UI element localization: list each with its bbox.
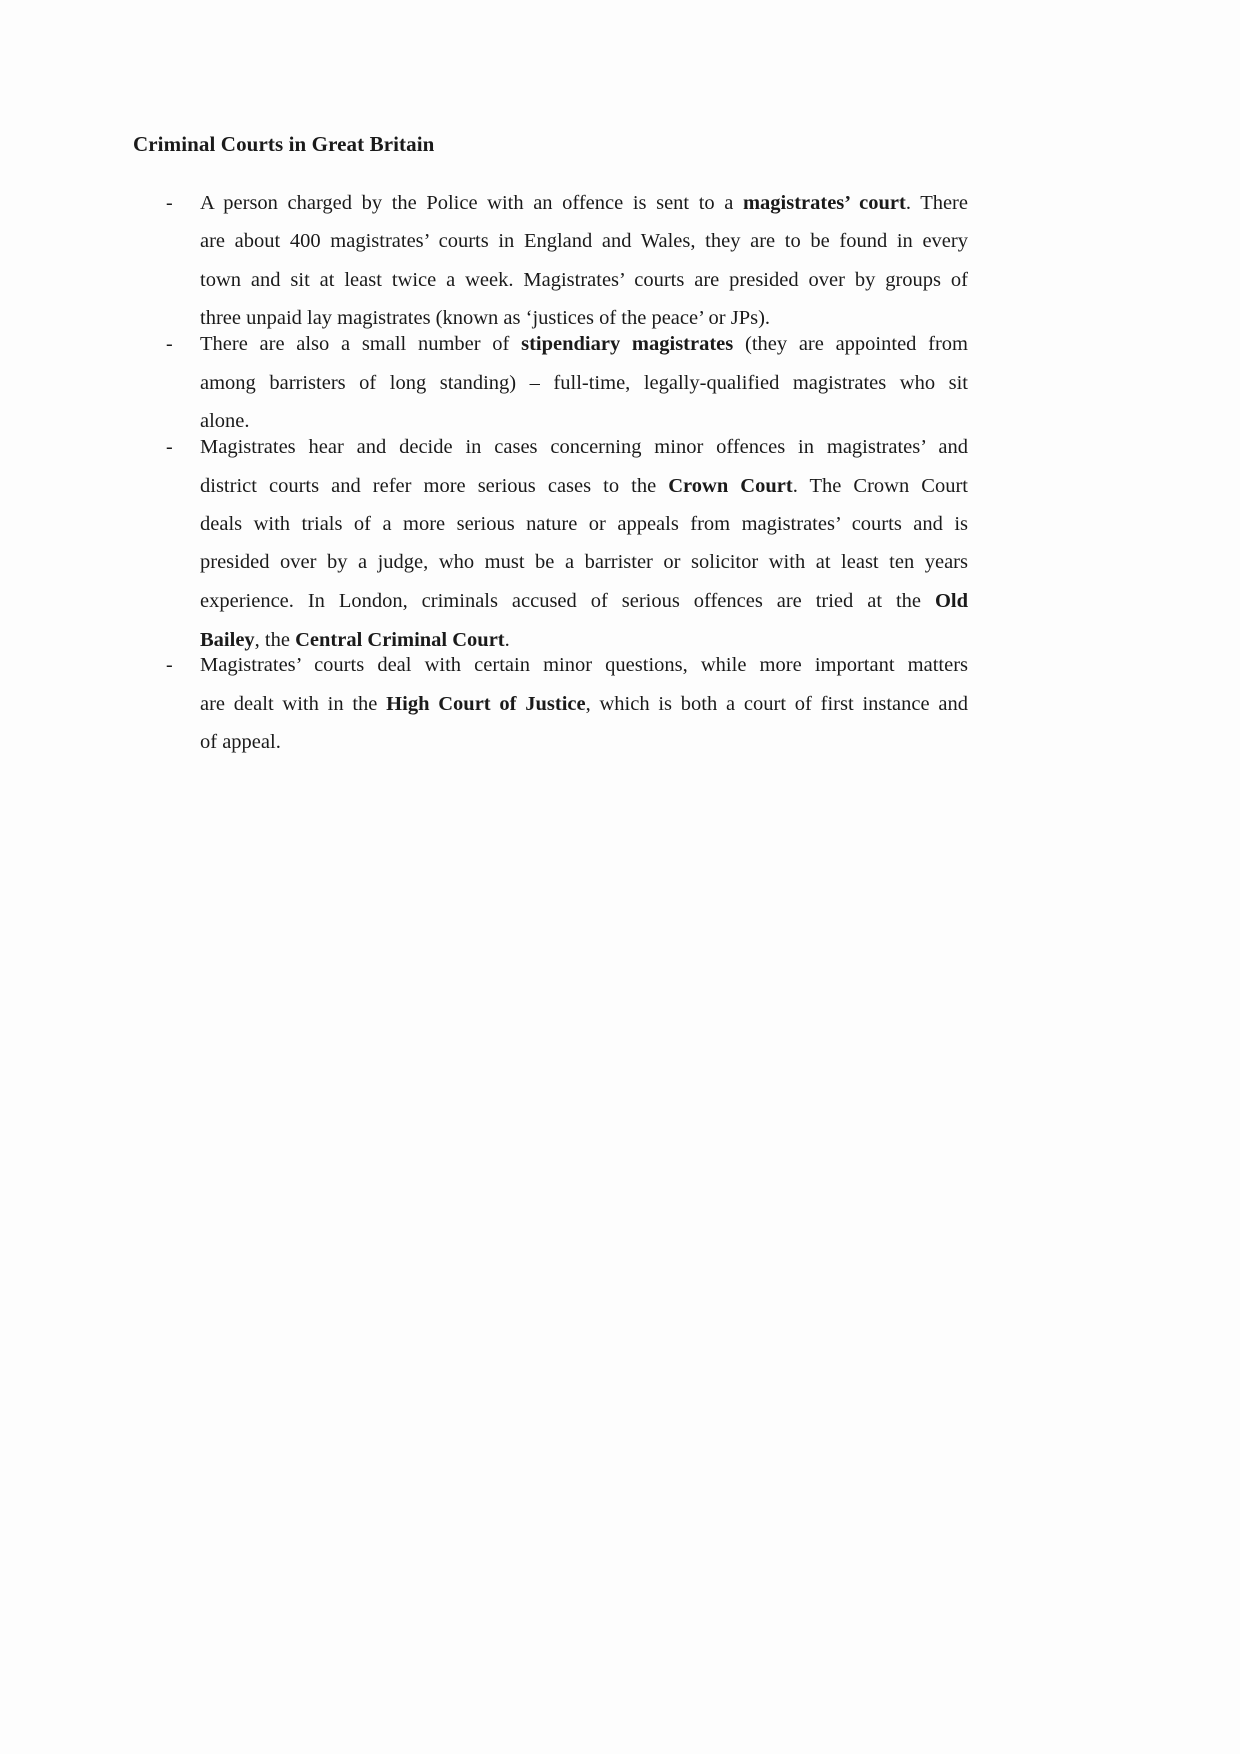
text-run: deals with trials of a more serious nature or appeals from magistrates’ courts and is <box>200 513 968 535</box>
text-run: . <box>504 629 510 651</box>
text-run: presided over by a judge, who must be a barrister or solicitor with at least ten years <box>200 551 968 573</box>
text-run: (they are appointed from <box>733 333 968 355</box>
bold-term: Bailey <box>200 629 255 651</box>
paragraph-line <box>200 191 968 215</box>
bullet-dash: - <box>166 333 173 355</box>
paragraph-line <box>200 589 968 613</box>
bullet-dash: - <box>166 654 173 676</box>
paragraph-line <box>200 268 968 292</box>
bold-term: Old <box>934 590 968 612</box>
text-run: There are also a small number of <box>200 333 522 355</box>
paragraph-line <box>200 409 250 433</box>
paragraph-line <box>200 229 968 253</box>
text-run: . The Crown Court <box>792 475 968 497</box>
bullet-dash: - <box>166 436 173 458</box>
bold-term: High Court of Justice <box>386 693 586 715</box>
text-run: Magistrates hear and decide in cases concerning minor offences in magistrates’ and <box>200 436 968 458</box>
text-run: , the <box>254 629 296 651</box>
text-run: . There <box>905 192 968 214</box>
bold-term: Central Criminal Court <box>295 629 505 651</box>
paragraph-line <box>200 435 968 459</box>
text-run: experience. In London, criminals accused of serious offences are tried at the <box>200 590 935 612</box>
paragraph-line <box>200 730 281 754</box>
paragraph-line <box>200 628 510 652</box>
paragraph-line <box>200 332 968 356</box>
paragraph-line <box>200 692 968 716</box>
text-run: A person charged by the Police with an offence is sent to a <box>200 192 743 214</box>
text-run: are dealt with in the <box>200 693 387 715</box>
text-run: among barristers of long standing) – full-time, legally-qualified magistrates who sit <box>200 372 968 394</box>
bold-term: magistrates’ court <box>742 192 906 214</box>
document-title: Criminal Courts in Great Britain <box>133 132 435 156</box>
text-run: , which is both a court of first instance and <box>585 693 968 715</box>
text-run: district courts and refer more serious cases to the <box>200 475 669 497</box>
text-run: of appeal. <box>200 731 281 753</box>
bold-term: Crown Court <box>668 475 793 497</box>
text-run: Magistrates’ courts deal with certain minor questions, while more important matters <box>200 654 968 676</box>
paragraph-line <box>200 371 968 395</box>
text-run: town and sit at least twice a week. Magistrates’ courts are presided over by groups of <box>200 269 968 291</box>
paragraph-line <box>200 306 770 330</box>
bold-term: stipendiary magistrates <box>521 333 734 355</box>
text-run: three unpaid lay magistrates (known as ‘justices of the peace’ or JPs). <box>200 307 771 329</box>
text-run: alone. <box>200 410 250 432</box>
paragraph-line <box>200 512 968 536</box>
paragraph-line <box>200 653 968 677</box>
paragraph-line <box>200 550 968 574</box>
bullet-dash: - <box>166 192 173 214</box>
text-run: are about 400 magistrates’ courts in England and Wales, they are to be found in every <box>200 230 968 252</box>
paragraph-line <box>200 474 968 498</box>
